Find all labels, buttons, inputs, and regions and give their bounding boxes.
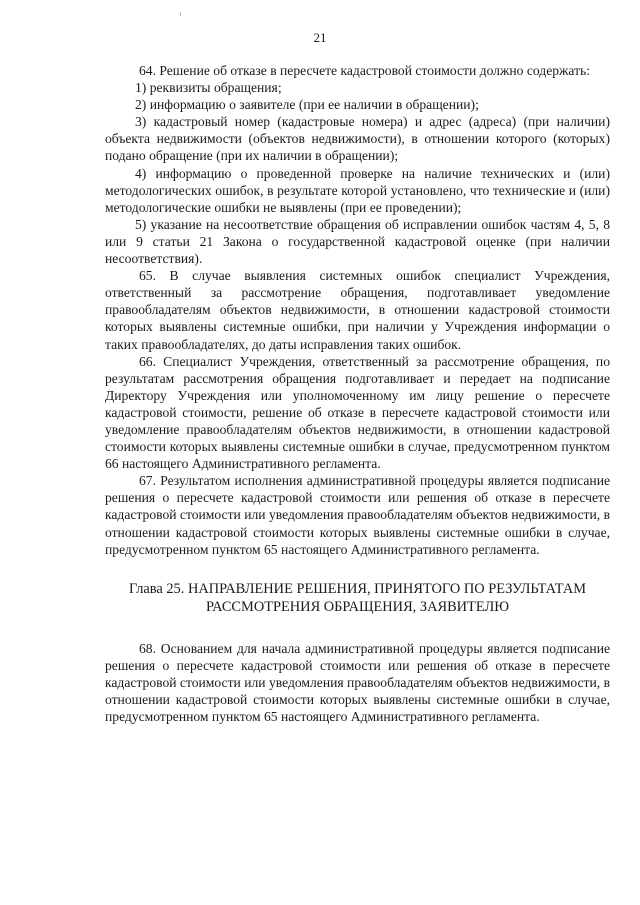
chapter-heading <box>105 580 610 616</box>
paragraph-65: 65. В случае выявления системных ошибок специалист Учреждения, ответственный за рассмотрение обращения, подготавливает уведомление правообладателям объектов недвижимости, в отношении кадастровой стоимости которых выявлены системные ошибки, при наличии у Учреждения информации о таких правообладателях, до даты исправления таких ошибок. <box>105 268 610 352</box>
paragraph-67: 67. Результатом исполнения административной процедуры является подписание решения о пересчете кадастровой стоимости или решения об отказе в пересчете кадастровой стоимости или уведомления правообладателям объектов недвижимости, в отношении кадастровой стоимости которых выявлены системные ошибки в случае, предусмотренном пунктом 65 настоящего Административного регламента. <box>105 473 610 557</box>
paragraph-64-item-1: 1) реквизиты обращения; <box>135 80 282 96</box>
paragraph-64-item-5: 5) указание на несоответствие обращения об исправлении ошибок частям 4, 5, 8 или 9 статьи 21 Закона о государственной кадастровой оценке (при наличии несоответствия). <box>105 216 610 267</box>
paragraph-68: 68. Основанием для начала административной процедуры является подписание решения о пересчете кадастровой стоимости или решения об отказе в пересчете кадастровой стоимости или уведомления правообладателям объектов недвижимости, в отношении кадастровой стоимости которых выявлены системные ошибки в случае, предусмотренном пунктом 65 настоящего Административного регламента. <box>105 640 610 725</box>
scan-mark <box>180 12 181 16</box>
paragraph-64-item-4: 4) информацию о проведенной проверке на наличие технических и (или) методологических ошибок, в результате которой установлено, что технические и (или) методологические ошибки не выявлены (при ее проведении); <box>105 165 610 215</box>
chapter-heading-line-1: Глава 25. НАПРАВЛЕНИЕ РЕШЕНИЯ, ПРИНЯТОГО ПО РЕЗУЛЬТАТАМ <box>128 580 587 597</box>
paragraph-64-item-2: 2) информацию о заявителе (при ее наличии в обращении); <box>135 97 479 113</box>
paragraph-66: 66. Специалист Учреждения, ответственный за рассмотрение обращения, по результатам рассмотрения обращения подготавливает и передает на подписание Директору Учреждения или уполномоченному им лицу решение о пересчете кадастровой стоимости, решение об отказе в пересчете кадастровой стоимости или уведомление правообладателям объектов недвижимости, в отношении кадастровой стоимости которых выявлены системные ошибки в случае, предусмотренном пунктом 66 настоящего Административного регламента. <box>105 353 610 472</box>
chapter-heading-line-2: РАССМОТРЕНИЯ ОБРАЩЕНИЯ, ЗАЯВИТЕЛЮ <box>205 598 509 615</box>
page-number: 21 <box>313 30 327 45</box>
document-body <box>105 62 610 725</box>
paragraph-64-intro: 64. Решение об отказе в пересчете кадастровой стоимости должно содержать: <box>139 63 591 78</box>
paragraph-64-item-3: 3) кадастровый номер (кадастровые номера) и адрес (адреса) (при наличии) объекта недвижимости (объектов недвижимости), в отношении которого (которых) подано обращение (при их наличии в обращении); <box>105 114 610 164</box>
